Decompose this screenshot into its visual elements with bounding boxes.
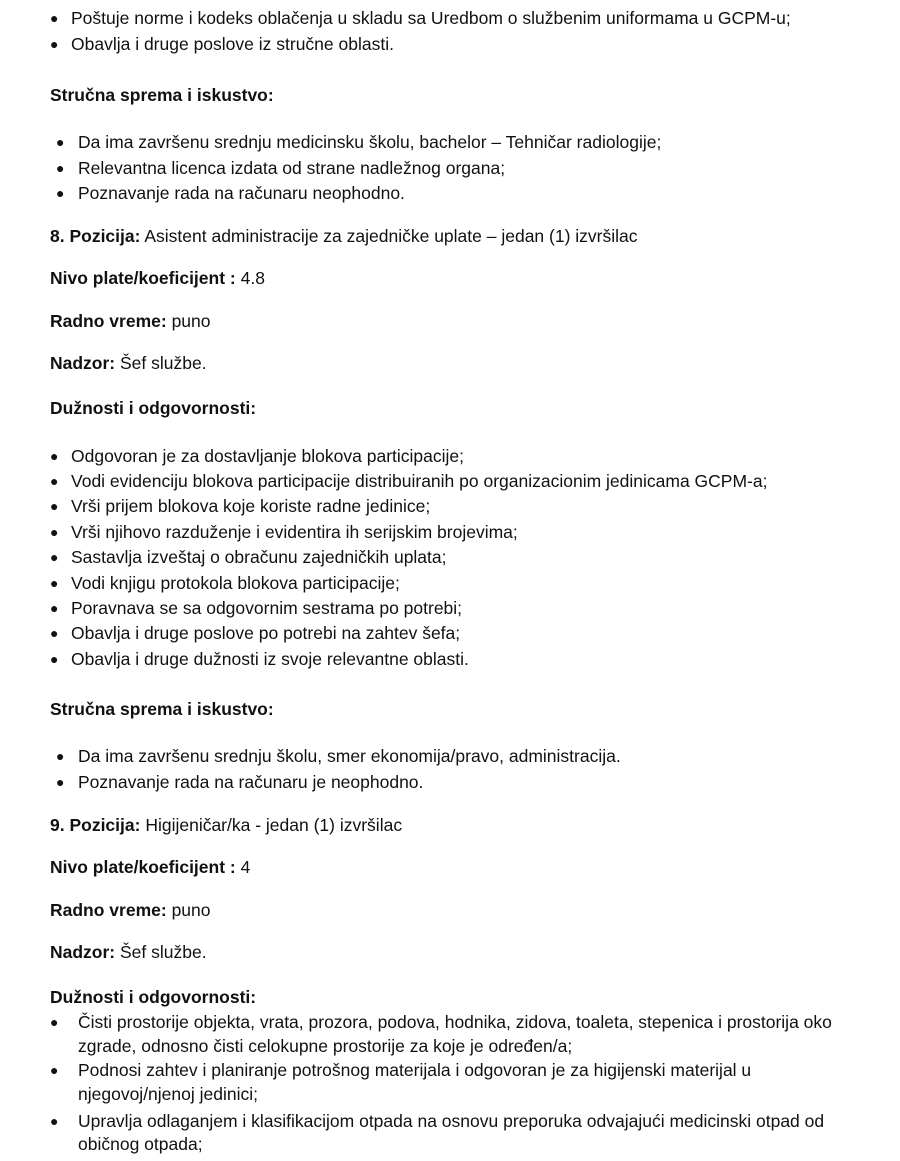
- bullet-icon: ●: [50, 1062, 59, 1078]
- bullet-icon: ●: [56, 748, 65, 764]
- bullet-icon: ●: [56, 774, 65, 790]
- bullet-icon: ●: [56, 160, 65, 176]
- bullet-icon: ●: [50, 448, 59, 464]
- bullet-icon: ●: [50, 36, 59, 52]
- bullet-icon: ●: [50, 600, 59, 616]
- bullet-icon: ●: [50, 1113, 59, 1129]
- document-page: ● Poštuje norme i kodeks oblačenja u skladu sa Uredbom o službenim uniformama u GCPM-u; ● Obavlja i druge poslove iz stručne oblasti. Stručna sprema i iskustvo: ● Da ima završenu srednju medicinsku školu, bachelor – Tehničar radiologije; ● Relevantna licenca izdata od strane nadležnog organa; ● Poznavanje rada na računaru neophodno. 8. Pozicija: Asistent administracije za zajedničke uplate – jedan (1) izvršilac Nivo plate/koeficijent : 4.8 Radno vreme: puno Nadzor: Šef službe. Dužnosti i odgovornosti: ● Odgovoran je za dostavljanje blokova participacije; ● Vodi evidenciju blokova participacije distribuiranih po organizacionim jedinicama GCPM-a; ● Vrši prijem blokova koje koriste radne jedinice; ● Vrši njihovo razduženje i evidentira ih serijskim brojevima; ● Sastavlja izveštaj o obračunu zajedničkih uplata; ● Vodi knjigu protokola blokova participacije; ● Poravnava se sa odgovornim sestrama po potrebi; ● Obavlja i druge poslove po potrebi na zahtev šefa; ● Obavlja i druge dužnosti iz svoje relevantne oblasti. Stručna sprema i iskustvo: ● Da ima završenu srednju školu, smer ekonomija/pravo, administracija. ● Poznavanje rada na računaru je neophodno. 9. Pozicija: Higijeničar/ka - jedan (1) izvršilac Nivo plate/koeficijent : 4 Radno vreme: puno Nadzor: Šef službe. Dužnosti i odgovornosti: ● Čisti prostorije objekta, vrata, prozora, podova, hodnika, zidova, toaleta, stepenica i prostorija oko zgrade, odnosno čisti celokupne prostorije za koje je određen/a; ● Podnosi zahtev i planiranje potrošnog materijala i odgovoran je za higijenski materijal u njegovoj/njenoj jedinici; ● Upravlja odlaganjem i klasifikacijom otpada na osnovu preporuka odvajajući medicinski otpad od običnog otpada;: [50, 8, 832, 1154]
- bullet-icon: ●: [50, 651, 59, 667]
- bullet-icon: ●: [50, 575, 59, 591]
- bullet-icon: ●: [50, 625, 59, 641]
- bullet-icon: ●: [50, 473, 59, 489]
- bullet-icon: ●: [50, 10, 59, 26]
- bullet-icon: ●: [50, 549, 59, 565]
- bullet-icon: ●: [50, 524, 59, 540]
- bullet-icon: ●: [56, 185, 65, 201]
- bullet-icon: ●: [50, 1014, 59, 1030]
- bullet-icon: ●: [56, 134, 65, 150]
- bullet-icon: ●: [50, 498, 59, 514]
